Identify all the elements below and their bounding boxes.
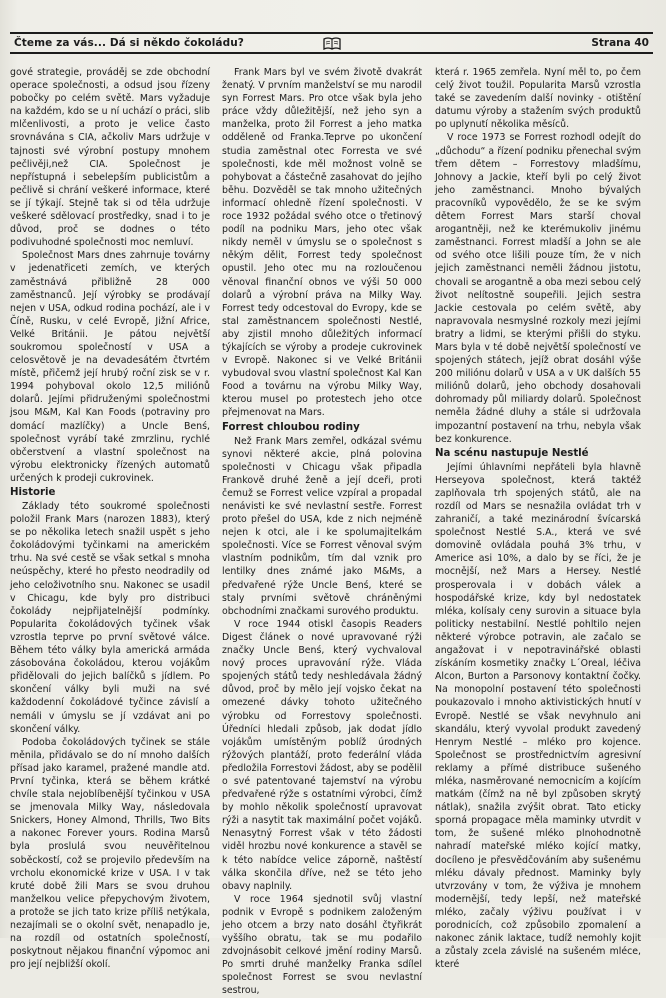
paragraph: Základy této soukromé společnosti položil Frank Mars (narozen 1883), který se po několika letech snažil uspět s jeho čokoládovými tyčinkami na americkém trhu. Na své cestě se však setkal s mnoha neúspěchy, které ho přesto neodradily od jeho celoživotního snu. Nakonec se usadil v Chicagu, kde byly pro distribuci čokolády nejpřijatelnější podmínky. Popularita čokoládových tyčinek však vzrostla teprve po první světové válce. Během této války byla americká armáda zásobována čokoládou, kterou vojákům přidělovali do jejich balíčků s jídlem. Po skončení války byli muži na své každodenní čokoládové tyčince závislí a nemáli v úmyslu se jí vzdávat ani po skončení války. [10, 501, 210, 735]
book-icon [323, 36, 341, 50]
paragraph: V roce 1944 otiskl časopis Readers Digest článek o nové upravované rýži značky Uncle Benś, který vychvaloval nový proces upravování rýže. Vláda spojených států tedy neshledávala žádný důvod, proč by mělo její vojsko čekat na omezené dávky tohoto užitečného výrobku od Forrestovy společnosti. Úředníci hledali způsob, jak dodat jídlo vojákům umístěným poblíž úrodných rýžových plantáží, proto federální vláda předložila Forrestovi žádost, aby se podělil o své patentované tajemství na výrobu předvařené rýže s ostatními výrobci, čímž by mohlo několik společností upravovat rýži a nasytit tak maximální počet vojáků. Nenasytný Forrest však v této žádosti viděl hrozbu nové konkurence a stavěl se k této nabídce velice záporně, naštěstí válka skončila dříve, než se této jeho obavy naplnily. [222, 618, 422, 892]
paragraph: Frank Mars byl ve svém životě dvakrát ženatý. V prvním manželství se mu narodil syn Forrest Mars. Pro otce však byla jeho práce vždy důležitější, než jeho syn a manželka, proto žil Forrest a jeho matka odděleně od Franka.Teprve po ukončení studia zaměstnal otec Forresta ve své společnosti, kde měl možnost volně se pohybovat a částečně zasahovat do jejího běhu. Dozvěděl se tak mnoho užitečných informací ohledně řízení společnosti. V roce 1932 požádal svého otce o třetinový podíl na podniku Mars, jeho otec však nikdy neměl v úmyslu se o společnost s někým dělit, Forrest tedy společnost opustil. Jeho otec mu na rozloučenou věnoval finanční obnos ve výši 50 000 dolarů a výrobní práva na Milky Way. Forrest tedy odcestoval do Evropy, kde se stal zaměstnancem společnosti Nestlé, aby zjistil mnoho důležitých informací týkajících se výroby a prodeje cukrovinek v Evropě. Nakonec si ve Velké Británii vybudoval svou vlastní společnost Kal Kan Food a továrnu na výrobu Milky Way, kterou musel po protestech jeho otce přejmenovat na Mars. [222, 67, 422, 419]
article-column-1 [10, 66, 210, 971]
section-title: Čteme za vás... Dá si někdo čokoládu? [14, 37, 244, 49]
paragraph: V roce 1964 sjednotil svůj vlastní podnik v Evropě s podnikem založeným jeho otcem a brzy nato dosáhl čtyřikrát vyššího obratu, tak se mu podařilo zdvojnásobit celkové jmění rodiny Marsů. Po smrti druhé manželky Franka sdílel společnost Forrest se svou nevlastní sestrou, [222, 893, 422, 997]
paragraph: Než Frank Mars zemřel, odkázal svému synovi některé akcie, plná polovina společnosti v Chicagu však připadla Frankově druhé ženě a její dceři, proti čemuž se Forrest velice vzpíral a propadal nenávisti ke své nevlastní sestře. Forrest proto přešel do USA, kde z nich nejméně nejen k otci, ale i ke spolumajitelkám společnosti. Více se Forrest věnoval svým vlastním podnikům, tím dal vznik pro lentilky dnes známé jako M&Ms, a předvařené rýže Uncle Benś, které se staly prvními světově chráněnými obchodními značkami surového produktu. [222, 435, 422, 617]
paragraph: Společnost Mars dnes zahrnuje továrny v jedenatřiceti zemích, ve kterých zaměstnává přibližně 28 000 zaměstnanců. Její výrobky se prodávají nejen v USA, odkud rodina pochází, ale i v Číně, Rusku, v celé Evropě, Jižní Africe, Velké Británii. Je pátou největší soukromou společností v USA a celosvětově je na devadesátém čtvrtém místě, přičemž její hrubý roční zisk se v r. 1994 pohyboval okolo 12,5 miliónů dolarů. Jejími přidruženými společnostmi jsou M&M, Kal Kan Foods (potraviny pro domácí mazlíčky) a Uncle Benś, společnost vyrábí také zmrzlinu, rychlé občerstvení a vlastní společnost na výrobu elektronicky řízených automatů určených k prodeji cukrovinek. [10, 250, 210, 484]
paragraph: gové strategie, prováděj se zde obchodní operace společnosti, a odsud jsou řízeny pobočky po celém světě. Mars vyžaduje na každém, kdo se u ní uchází o práci, slib mlčenlivosti, a proto je velice často srovnávána s CIA, ačkoliv Mars udržuje v tajnosti své výrobní postupy mnohem pečlivěji,než CIA. Společnost je nepřístupná i sebelepším publicistům a pečlivě si chrání veškeré informace, které se jí týkají. Stejně tak si od těla udržuje veškeré sdělovací prostředky, snad i to je důvod, proč se dodnes o této podivuhodné společnosti moc nemluví. [10, 67, 210, 249]
paragraph: Podoba čokoládových tyčinek se stále měnila, přidávalo se do ní mnoho dalších přísad jako karamel, pražené mandle atd. První tyčinka, která se během krátké chvíle stala nejoblíbenější tyčinkou v USA se jmenovala Milky Way, následovala Snickers, Honey Almond, Thrills, Two Bits a nakonec Forever yours. Rodina Marsů byla proslulá svou neuvěřitelnou soběckostí, což se projevilo především na vrcholu ekonomické krize v USA. I v tak kruté době žili Mars se svou druhou manželkou velice přepychovým životem, a protože se jich tato krize příliš netýkala, nezajímali se o okolní svět, nenapadlo je, na rozdíl od ostatních společností, poskytnout nějakou finanční výpomoc ani pro její nejbližší okolí. [10, 736, 210, 971]
paragraph: Jejími úhlavními nepřáteli byla hlavně Herseyova společnost, která taktéž zaplňovala trh spojených států, ale na rozdíl od Mars se nesnažila ovládat trh v zahraničí, a také mezinárodní švícarská společnost Nestlé S.A., která ve své domovině ovládala pouhá 3% trhu, v Americe asi 10%, a dalo by se říci, že je mocnější, než Mars a Hersey. Nestlé prosperovala i v dobách válek a hospodářské krize, kdy byl nedostatek mléka, kolísaly ceny surovin a situace byla politicky nestabilní. Nestlé pohltilo nejen některé výrobce potravin, ale začalo se angažovat i v nepotravinářské oblasti získáním kosmetiky značky L´Oreal, léčiva Alcon, Burton a Parsonovy kontaktní čočky. Na monopolní postavení této společnosti poukazovalo i mnoho aktivistických hnutí v Evropě. Nestlé se však nevyhnulo ani skandálu, který vyvolal produkt zavedený Henrym Nestlé – mléko pro kojence. Společnost se prostřednictvím agresivní reklamy a přímé distribuce sušeného mléka, nasměrované nemocnicím a kojícím matkám (čímž na ně byl způsoben skrytý nátlak), snažila zvýšit obrat. Tato eticky sporná propagace měla maminky utvrdit v tom, že sušené mléko plnohodnotně nahradí mateřské mléko kojící matky, docíleno je přesvědčováním aby sušenému mléku dávaly přednost. Maminky byly utvrzovány v tom, že výživa je mnohem modernější, tedy lepší, než mateřské mléko, začaly výživu používat i v porodnicích, což způsobilo zpomalení a nakonec zánik laktace, tudíž nemohly kojit a zůstaly zcela závislé na sušeném mléce, které [435, 461, 641, 971]
page-number: Strana 40 [591, 37, 649, 49]
paragraph: V roce 1973 se Forrest rozhodl odejít do „důchodu“ a řízení podniku přenechal svým třem dětem – Forrestovy mladšímu, Johnovy a Jackie, kteří byli po celý život jeho zaměstnanci. Mnoho bývalých pracovníků vypovědělo, že se ke svým dětem Forrest Mars starší choval arogantněji, než ke kterémukoliv jinému zaměstnanci. Forrest mladší a John se ale od svého otce lišili pouze tím, že v nich jejich zaměstnanci neměli žádnou jistotu, chovali se arogantně a oba mezi sebou celý život nelítostně soupeřili. Jejich sestra Jackie cestovala po celém světě, aby napravovala nesmyslné rozkoly mezi jejími bratry a lidmi, se kterými přišli do styku. Mars byla v té době největší společností ve spojených státech, jejíž obrat dosáhl výše 200 miliónu dolarů v USA a v UK dalších 55 miliónů dolarů, jeho obchody dosahovali dohromady půl miliardy dolarů. Společnost neměla žádné dluhy a stále si udržovala impozantní postavení na trhu, nebyla však bez konkurence. [435, 132, 641, 445]
paragraph: která r. 1965 zemřela. Nyní měl to, po čem celý život toužil. Popularita Marsů vzrostla také se zavedením další novinky - otištění datumu výroby a stažením svých produktů po uplynutí několika měsíců. [435, 67, 641, 131]
article-column-3 [435, 66, 641, 971]
page-header [10, 32, 653, 54]
section-heading-forrest: Forrest chloubou rodiny [222, 421, 360, 433]
section-heading-nestle: Na scénu nastupuje Nestlé [435, 447, 589, 459]
section-heading-history: Historie [10, 487, 56, 498]
article-column-2 [222, 66, 422, 997]
